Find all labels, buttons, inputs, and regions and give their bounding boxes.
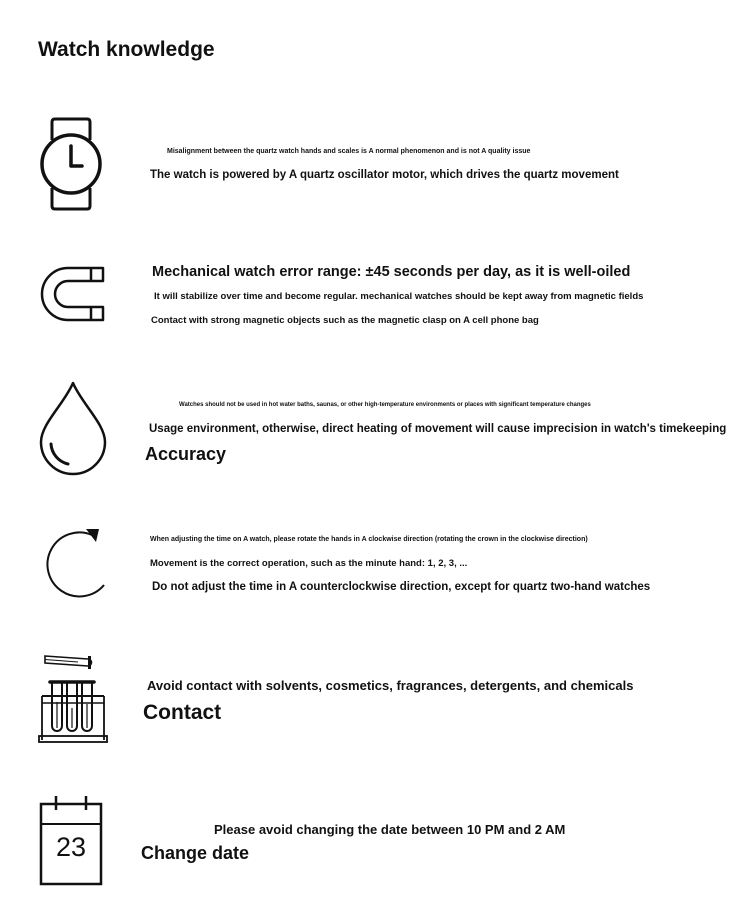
- section-4-line-1: When adjusting the time on A watch, please rotate the hands in A clockwise direction (rotating the crown in the clockwise direction): [150, 536, 588, 543]
- section-2-line-1: Mechanical watch error range: ±45 seconds per day, as it is well-oiled: [152, 264, 631, 280]
- page-title: Watch knowledge: [38, 38, 215, 61]
- test-tubes-icon: [38, 650, 108, 746]
- magnet-icon: [38, 265, 106, 323]
- section-4-line-2: Movement is the correct operation, such as the minute hand: 1, 2, 3, ...: [150, 558, 468, 569]
- calendar-icon: [38, 794, 104, 886]
- section-2-line-3: Contact with strong magnetic objects such as the magnetic clasp on A cell phone bag: [151, 315, 539, 326]
- section-3-line-2: Usage environment, otherwise, direct heating of movement will cause imprecision in watch's timekeeping: [149, 423, 727, 435]
- calendar-day-number: 23: [55, 832, 87, 862]
- section-1-line-1: Misalignment between the quartz watch hands and scales is A normal phenomenon and is not A quality issue: [167, 148, 531, 155]
- clockwise-arrow-icon: [38, 525, 110, 605]
- wristwatch-icon: [38, 116, 104, 212]
- section-2-line-2: It will stabilize over time and become regular. mechanical watches should be kept away from magnetic fields: [154, 291, 644, 302]
- section-3-line-1: Watches should not be used in hot water baths, saunas, or other high-temperature environments or places with significant temperature changes: [179, 402, 591, 408]
- section-5-line-1: Avoid contact with solvents, cosmetics, fragrances, detergents, and chemicals: [147, 678, 634, 693]
- section-5-heading: Contact: [143, 701, 222, 724]
- section-3-heading: Accuracy: [145, 444, 227, 464]
- section-6-heading: Change date: [141, 843, 250, 863]
- section-4-line-3: Do not adjust the time in A counterclockwise direction, except for quartz two-hand watches: [152, 581, 651, 593]
- water-drop-icon: [38, 380, 108, 476]
- section-6-line-1: Please avoid changing the date between 10 PM and 2 AM: [214, 822, 566, 837]
- section-1-line-2: The watch is powered by A quartz oscillator motor, which drives the quartz movement: [150, 169, 619, 181]
